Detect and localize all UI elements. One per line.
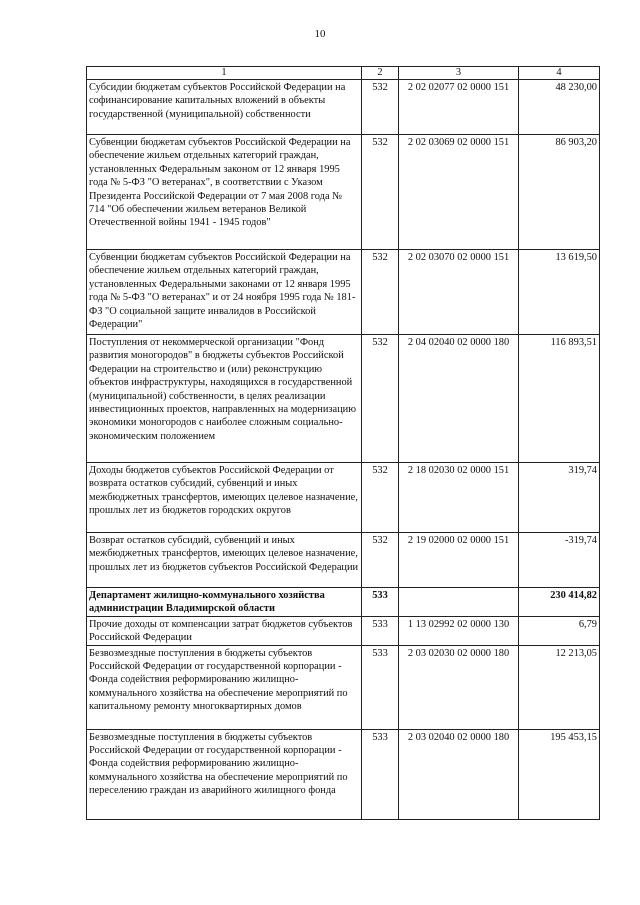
table-header-row bbox=[87, 67, 600, 80]
row-kbk-cell: 2 03 02030 02 0000 180 bbox=[399, 645, 519, 729]
row-name-cell: Безвозмездные поступления в бюджеты субъектов Российской Федерации от государственной корпорации - Фонда содействия реформированию жилищно-коммунального хозяйства на обеспечение мероприятий по капитальному ремонту многоквартирных домов bbox=[87, 645, 362, 729]
row-code-cell: 533 bbox=[362, 645, 399, 729]
row-name-cell: Прочие доходы от компенсации затрат бюджетов субъектов Российской Федерации bbox=[87, 616, 362, 645]
row-amount-cell: 13 619,50 bbox=[519, 250, 600, 335]
row-kbk-cell: 2 02 02077 02 0000 151 bbox=[399, 80, 519, 135]
table-row bbox=[87, 335, 600, 463]
row-name-cell: Возврат остатков субсидий, субвенций и иных межбюджетных трансфертов, имеющих целевое назначение, прошлых лет из бюджетов субъектов Российской Федерации bbox=[87, 533, 362, 588]
column-header-1: 1 bbox=[87, 67, 362, 80]
row-name-cell: Доходы бюджетов субъектов Российской Федерации от возврата остатков субсидий, субвенций и иных межбюджетных трансфертов, имеющих целевое назначение, прошлых лет из бюджетов городских округов bbox=[87, 463, 362, 533]
row-amount-cell: 116 893,51 bbox=[519, 335, 600, 463]
row-code-cell: 532 bbox=[362, 335, 399, 463]
row-name-cell: Субсидии бюджетам субъектов Российской Федерации на софинансирование капитальных вложений в объекты государственной (муниципальной) собственности bbox=[87, 80, 362, 135]
row-amount-cell: 230 414,82 bbox=[519, 588, 600, 617]
row-code-cell: 532 bbox=[362, 533, 399, 588]
column-header-4: 4 bbox=[519, 67, 600, 80]
table-row bbox=[87, 645, 600, 729]
table-body bbox=[87, 80, 600, 820]
row-kbk-cell: 2 02 03069 02 0000 151 bbox=[399, 135, 519, 250]
table-row bbox=[87, 463, 600, 533]
row-kbk-cell: 2 18 02030 02 0000 151 bbox=[399, 463, 519, 533]
row-amount-cell: 12 213,05 bbox=[519, 645, 600, 729]
table-row bbox=[87, 616, 600, 645]
row-code-cell: 532 bbox=[362, 80, 399, 135]
row-amount-cell: 319,74 bbox=[519, 463, 600, 533]
row-code-cell: 532 bbox=[362, 135, 399, 250]
row-kbk-cell bbox=[399, 588, 519, 617]
row-name-cell: Поступления от некоммерческой организации "Фонд развития моногородов" в бюджеты субъектов Российской Федерации на строительство и (или) реконструкцию объектов инфраструктуры, находящихся в государственной (муниципальной) собственности, в целях реализации инвестиционных проектов, направленных на модернизацию экономики моногородов с наиболее сложным социально-экономическим положением bbox=[87, 335, 362, 463]
row-code-cell: 533 bbox=[362, 729, 399, 819]
page-number: 10 bbox=[314, 28, 326, 40]
row-code-cell: 532 bbox=[362, 250, 399, 335]
row-code-cell: 533 bbox=[362, 616, 399, 645]
column-header-3: 3 bbox=[399, 67, 519, 80]
row-amount-cell: 48 230,00 bbox=[519, 80, 600, 135]
row-kbk-cell: 2 03 02040 02 0000 180 bbox=[399, 729, 519, 819]
row-amount-cell: 195 453,15 bbox=[519, 729, 600, 819]
row-kbk-cell: 2 04 02040 02 0000 180 bbox=[399, 335, 519, 463]
column-header-2: 2 bbox=[362, 67, 399, 80]
row-amount-cell: 6,79 bbox=[519, 616, 600, 645]
row-kbk-cell: 2 02 03070 02 0000 151 bbox=[399, 250, 519, 335]
table-row bbox=[87, 729, 600, 819]
row-amount-cell: -319,74 bbox=[519, 533, 600, 588]
table-row bbox=[87, 135, 600, 250]
table-row bbox=[87, 533, 600, 588]
row-code-cell: 532 bbox=[362, 463, 399, 533]
row-name-cell: Безвозмездные поступления в бюджеты субъектов Российской Федерации от государственной корпорации - Фонда содействия реформированию жилищно-коммунального хозяйства на обеспечение мероприятий по переселению граждан из аварийного жилищного фонда bbox=[87, 729, 362, 819]
table-row bbox=[87, 588, 600, 617]
row-name-cell: Субвенции бюджетам субъектов Российской Федерации на обеспечение жильем отдельных категорий граждан, установленных Федеральными законами от 12 января 1995 года № 5-ФЗ "О ветеранах" и от 24 ноября 1995 года № 181-ФЗ "О социальной защите инвалидов в Российской Федерации" bbox=[87, 250, 362, 335]
row-name-cell: Департамент жилищно-коммунального хозяйства администрации Владимирской области bbox=[87, 588, 362, 617]
row-amount-cell: 86 903,20 bbox=[519, 135, 600, 250]
row-kbk-cell: 1 13 02992 02 0000 130 bbox=[399, 616, 519, 645]
table-row bbox=[87, 80, 600, 135]
row-name-cell: Субвенции бюджетам субъектов Российской Федерации на обеспечение жильем отдельных категорий граждан, установленных Федеральным законом от 12 января 1995 года № 5-ФЗ "О ветеранах", в соответствии с Указом Президента Российской Федерации от 7 мая 2008 года № 714 "Об обеспечении жильем ветеранов Великой Отечественной войны 1941 - 1945 годов" bbox=[87, 135, 362, 250]
row-kbk-cell: 2 19 02000 02 0000 151 bbox=[399, 533, 519, 588]
budget-revenue-table bbox=[86, 66, 600, 820]
table-row bbox=[87, 250, 600, 335]
row-code-cell: 533 bbox=[362, 588, 399, 617]
